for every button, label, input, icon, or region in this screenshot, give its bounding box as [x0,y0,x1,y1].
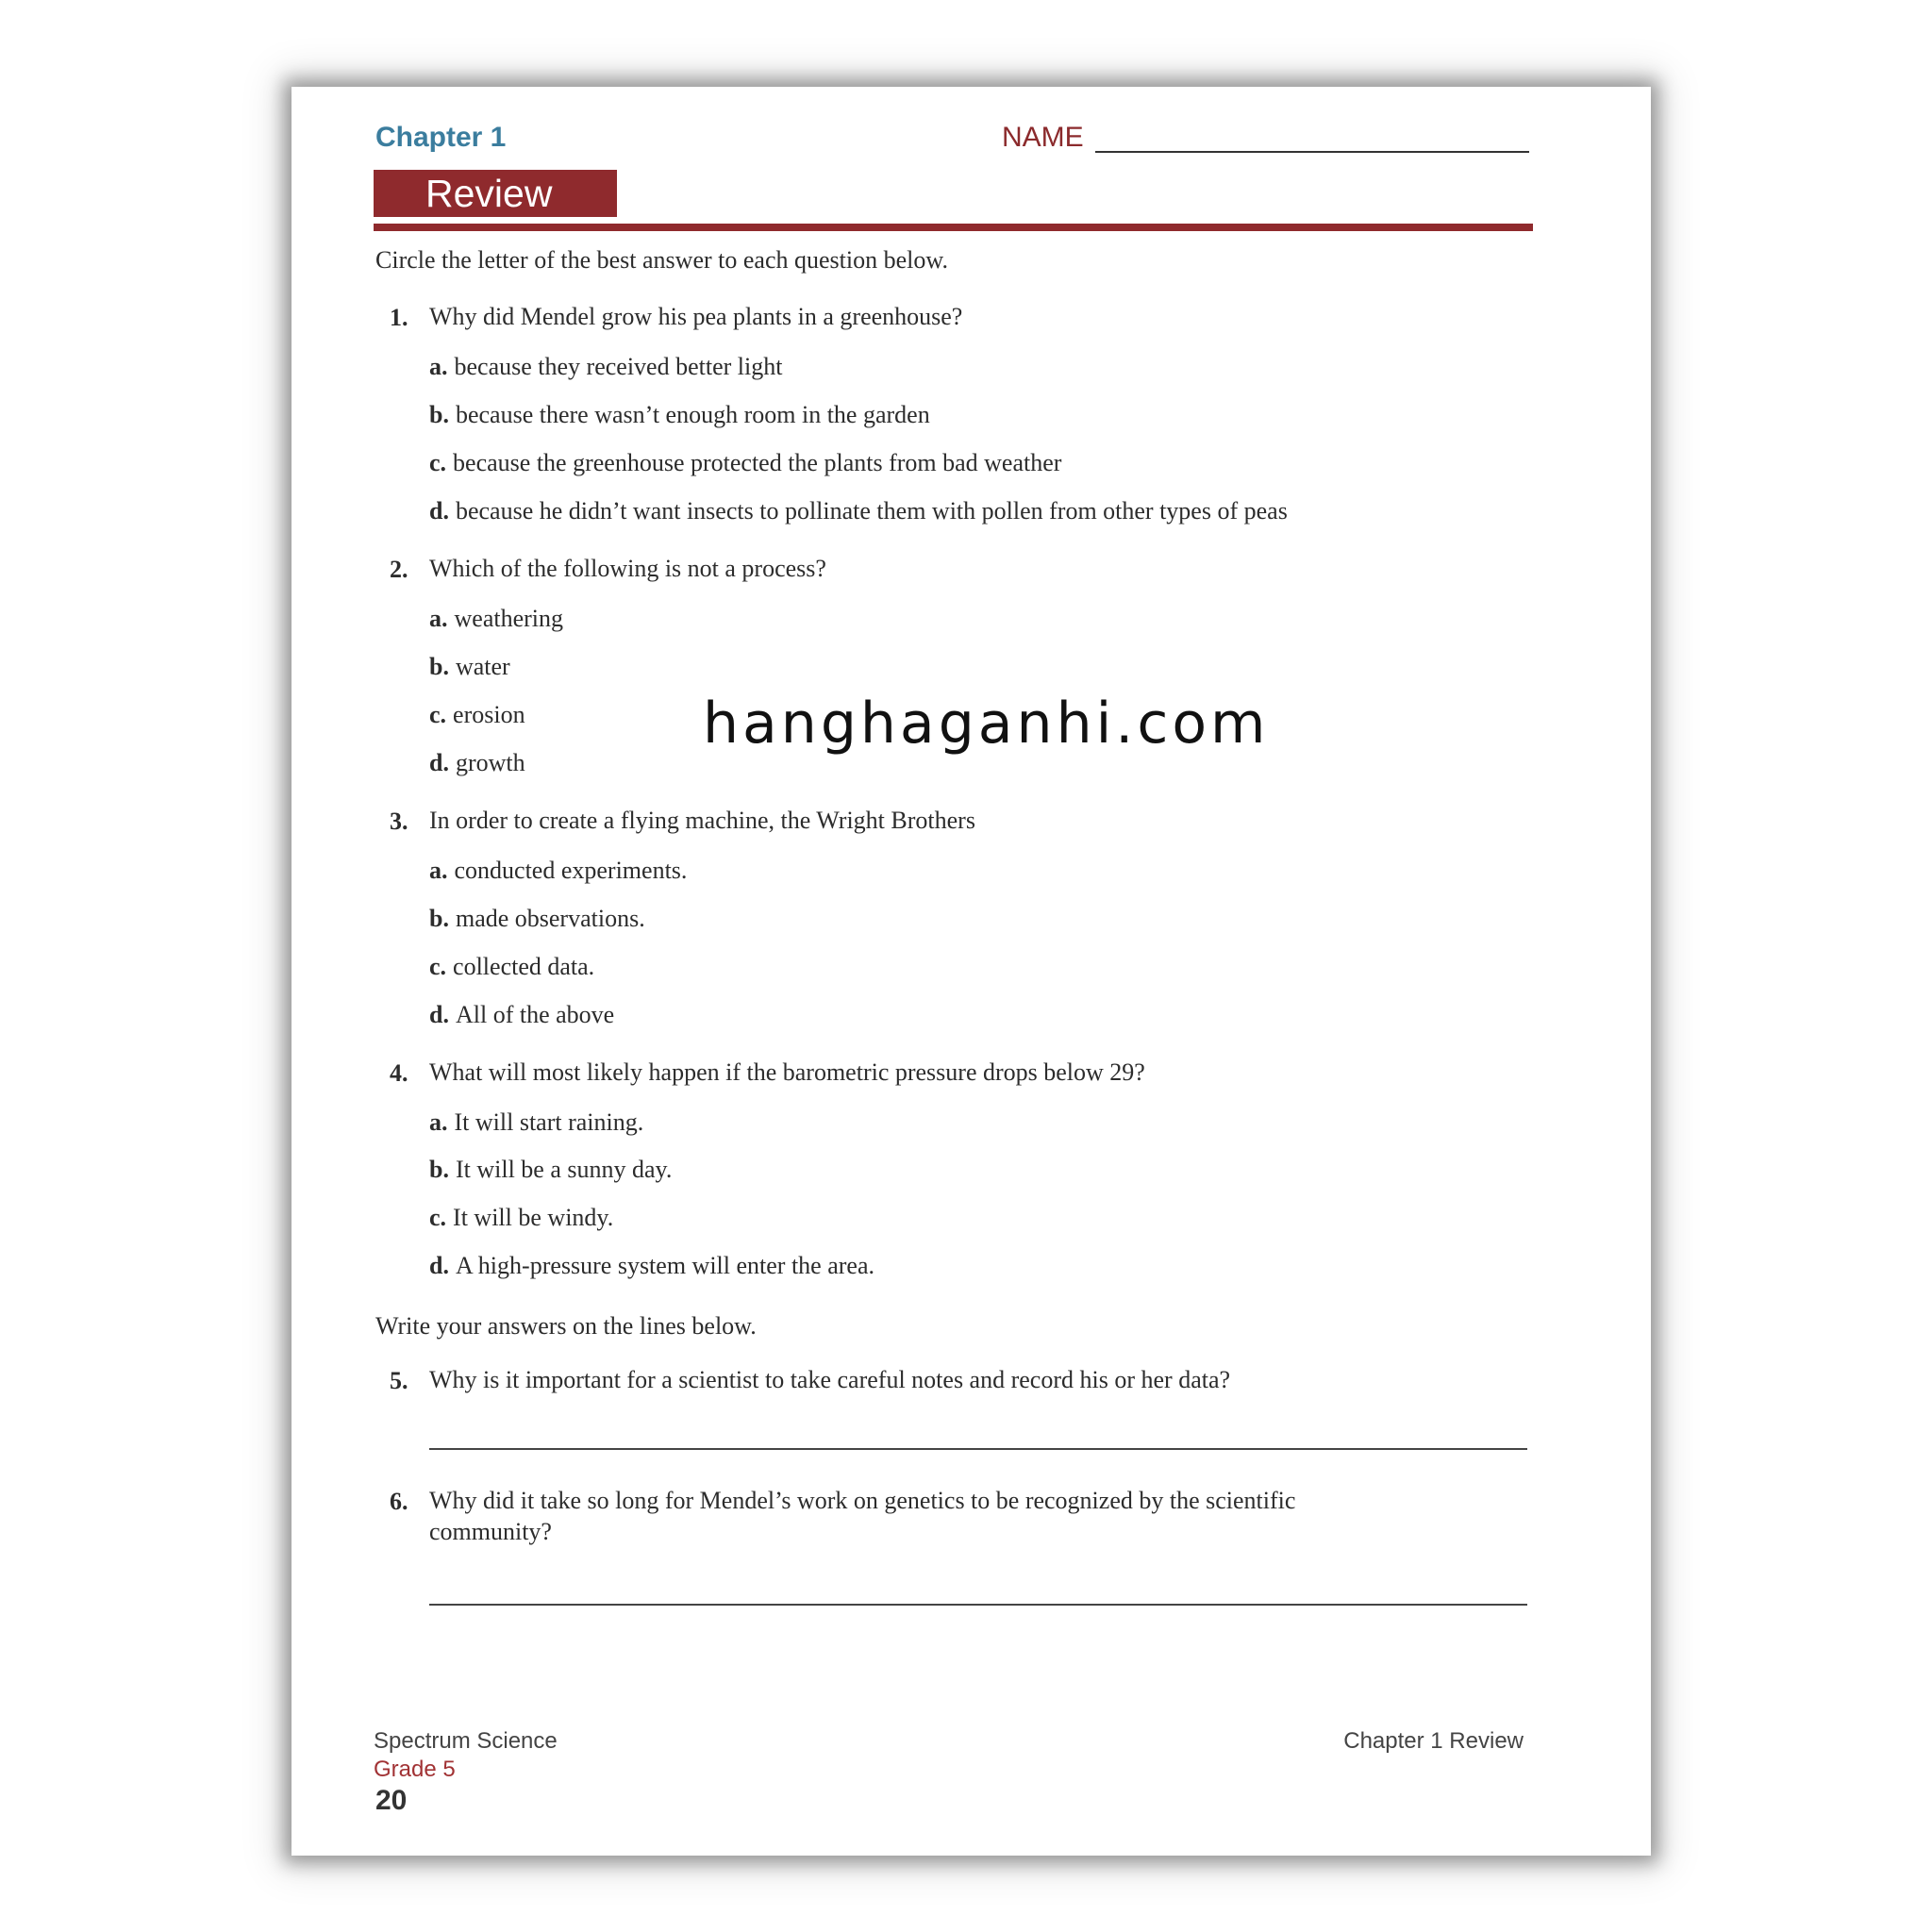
option-text: erosion [453,701,525,728]
option-text: It will be windy. [453,1204,614,1231]
answer-option-2b[interactable] [429,653,510,681]
answer-option-2c[interactable] [429,701,525,729]
answer-option-4a[interactable] [429,1108,643,1137]
footer-book-title: Spectrum Science [374,1728,558,1754]
option-letter: d. [429,1001,449,1028]
watermark-text: hanghaganhi.com [703,691,1270,757]
answer-option-1c[interactable] [429,449,1061,477]
option-text: A high-pressure system will enter the area. [455,1252,874,1279]
short-answer-instructions: Write your answers on the lines below. [375,1312,757,1340]
question-number: 3. [390,808,408,835]
option-letter: b. [429,1156,449,1183]
option-letter: a. [429,353,448,380]
answer-option-2d[interactable] [429,749,525,777]
option-text: It will be a sunny day. [455,1156,673,1183]
question-number: 5. [390,1367,408,1394]
chapter-label: Chapter 1 [375,122,507,153]
name-label: NAME [1002,122,1084,153]
footer-grade: Grade 5 [374,1757,456,1782]
question-number: 1. [390,304,408,331]
answer-option-2a[interactable] [429,605,563,633]
footer-section: Chapter 1 Review [1343,1728,1524,1754]
option-letter: a. [429,1108,448,1136]
answer-option-4b[interactable] [429,1156,672,1184]
answer-option-3c[interactable] [429,953,594,981]
option-letter: b. [429,905,449,932]
option-letter: b. [429,401,449,428]
worksheet-page [291,87,1651,1856]
answer-option-1a[interactable] [429,353,782,381]
option-text: because he didn’t want insects to pollinate them with pollen from other types of peas [455,497,1288,525]
option-letter: a. [429,605,448,632]
option-text: because they received better light [454,353,783,380]
question-number: 4. [390,1059,408,1087]
option-letter: d. [429,1252,449,1279]
answer-line[interactable] [429,1448,1527,1450]
option-text: collected data. [453,953,595,980]
option-text: because the greenhouse protected the plants from bad weather [453,449,1062,476]
answer-line[interactable] [429,1604,1527,1606]
option-text: All of the above [455,1001,615,1028]
question-text: Why is it important for a scientist to take careful notes and record his or her data? [429,1366,1231,1393]
answer-option-3a[interactable] [429,857,687,885]
multiple-choice-instructions: Circle the letter of the best answer to each question below. [375,246,948,274]
option-text: weathering [454,605,564,632]
option-text: conducted experiments. [454,857,688,884]
section-title: Review [374,170,617,217]
answer-option-1b[interactable] [429,401,930,429]
answer-option-4c[interactable] [429,1204,613,1232]
option-text: made observations. [455,905,645,932]
question-number: 2. [390,556,408,583]
name-blank-line [1095,151,1529,153]
question-text: What will most likely happen if the barometric pressure drops below 29? [429,1058,1145,1086]
answer-option-4d[interactable] [429,1252,874,1280]
question-text: Which of the following is not a process? [429,555,826,582]
header-divider [374,224,1533,231]
option-letter: c. [429,1204,447,1231]
option-letter: c. [429,449,447,476]
option-letter: b. [429,653,449,680]
option-text: water [455,653,510,680]
option-text: because there wasn’t enough room in the garden [455,401,930,428]
answer-option-3b[interactable] [429,905,645,933]
option-letter: a. [429,857,448,884]
answer-option-1d[interactable] [429,497,1288,525]
option-text: growth [455,749,525,776]
question-text: In order to create a flying machine, the Wright Brothers [429,807,975,834]
option-letter: d. [429,749,449,776]
answer-option-3d[interactable] [429,1001,614,1029]
page-number: 20 [375,1785,408,1816]
option-text: It will start raining. [454,1108,644,1136]
question-text: Why did it take so long for Mendel’s work on genetics to be recognized by the scientific community? [429,1487,1296,1545]
question-text: Why did Mendel grow his pea plants in a greenhouse? [429,303,963,330]
option-letter: c. [429,953,447,980]
option-letter: c. [429,701,447,728]
option-letter: d. [429,497,449,525]
question-number: 6. [390,1488,408,1515]
